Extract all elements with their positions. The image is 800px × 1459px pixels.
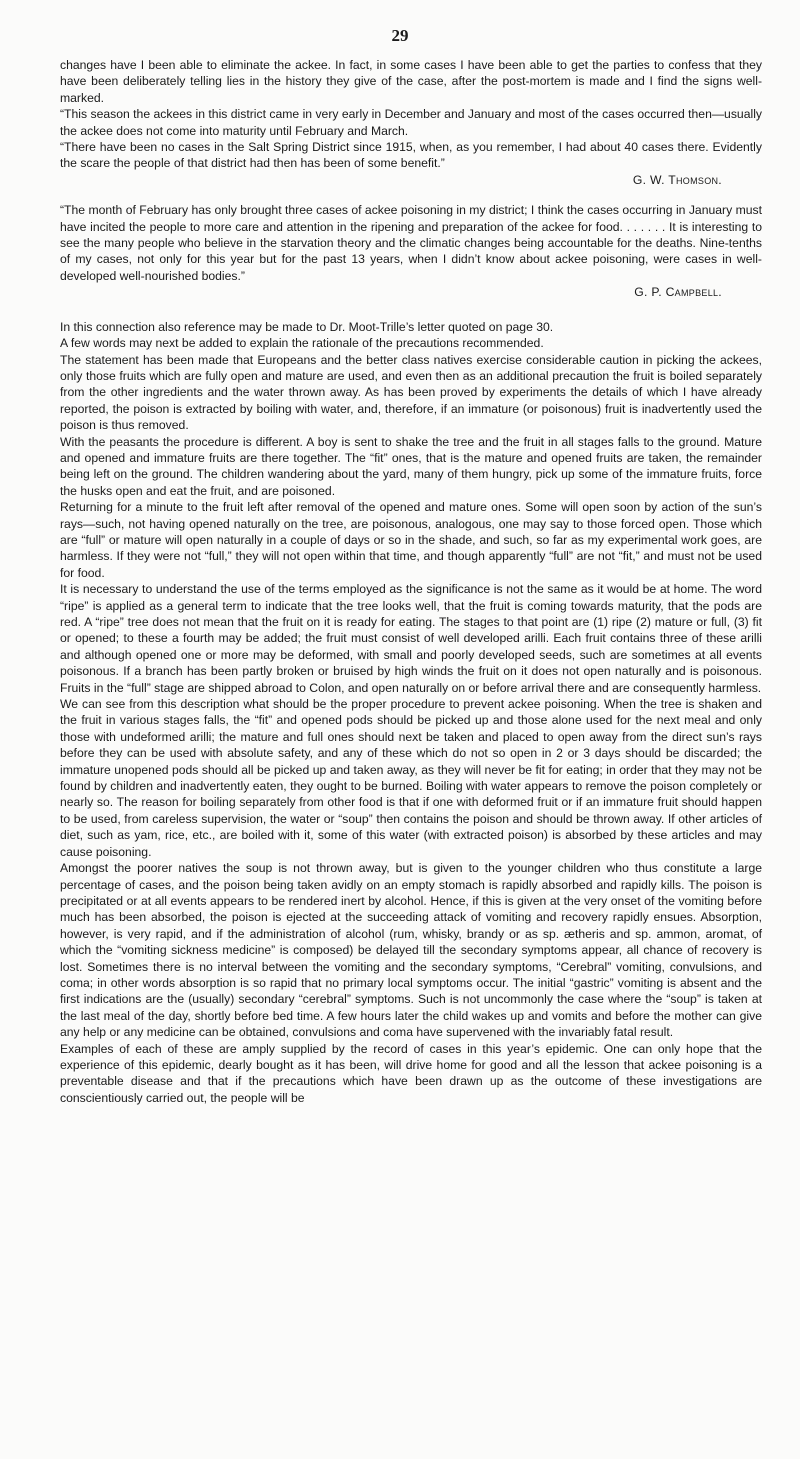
section-gap xyxy=(60,301,762,319)
document-body xyxy=(60,57,762,1106)
main-paragraph-8: Amongst the poorer natives the soup is not thrown away, but is given to the younger children who thus constitute a large percentage of cases, and the poison being taken avidly on an empty stomach is rapidly absorbed and rapidly kills. The poison is precipitated or at all events appears to be rendered inert by alcohol. Hence, if this is given at the very onset of the vomiting before much has been absorbed, the poison is ejected at the succeeding attack of vomiting and recovery rapidly ensues. Absorption, however, is very rapid, and if the administration of alcohol (rum, whisky, brandy or as sp. ætheris and sp. ammon, aromat, of which the “vomiting sickness medicine” is composed) be delayed till the secondary symptoms appear, all chance of recovery is lost. Sometimes there is no interval between the vomiting and the secondary symptoms, “Cerebral” vomiting, convulsions, and coma; in other words absorption is so rapid that no primary local symptoms occur. The initial “gastric” vomiting is absent and the first indications are the (usually) secondary “cerebral” symptoms. Such is not uncommonly the case where the “soup” is taken at the last meal of the day, shortly before bed time. A few hours later the child wakes up and vomits and before the mother can give any help or any medicine can be obtained, convulsions and coma have supervened with the invariably fatal result. xyxy=(60,861,762,1040)
main-paragraph-7: We can see from this description what should be the proper procedure to prevent ackee poisoning. When the tree is shaken and the fruit in various stages falls, the “fit” and opened pods should be picked up and those alone used for the next meal and only those with undeformed arilli; the mature and full ones should next be taken and placed to open away from the direct sun’s rays before they can be used with absolute safety, and any of these which do not so open in 2 or 3 days should be discarded; the immature unopened pods should all be picked up and taken away, as they will never be fit for eating; in order that they may not be found by children and inadvertently eaten, they ought to be burned. Boiling with water appears to remove the poison completely or nearly so. The reason for boiling separately from other food is that if one with deformed fruit or if an immature fruit should happen to be used, from careless supervision, the water or “soup” then contains the poison and should be thrown away. If other articles of diet, such as yam, rice, etc., are boiled with it, some of this water (with extracted poison) is absorbed by these articles and may cause poisoning. xyxy=(60,697,762,859)
campbell-paragraph-1: “The month of February has only brought three cases of ackee poisoning in my district; I think the cases occurring in January must have incited the people to more care and attention in the ripening and preparation of the ackee for food. . . . . . . It is interesting to see the many people who believe in the starvation theory and the climatic changes being accountable for the deaths. Nine-tenths of my cases, not only for this year but for the past 13 years, when I didn’t know about ackee poisoning, were cases in well-developed well-nourished bodies.” xyxy=(60,203,762,283)
thomson-signature: G. W. Thomson. xyxy=(632,172,722,187)
section-gap xyxy=(60,188,762,202)
main-paragraph-1: In this connection also reference may be made to Dr. Moot-Trille’s letter quoted on page 30. xyxy=(60,319,554,334)
main-paragraph-6: It is necessary to understand the use of the terms employed as the significance is not the same as it would be at home. The word “ripe” is applied as a general term to indicate that the tree looks well, that the fruit is coming towards maturity, that the pods are red. A “ripe” tree does not mean that the fruit on it is ready for eating. The stages to that point are (1) ripe (2) mature or full, (3) fit or opened; to these a fourth may be added; the fruit must consist of well developed arilli. Each fruit contains three of these arilli and although opened one or more may be deformed, with small and poorly developed seeds, such are sometimes at all events poisonous. If a branch has been partly broken or bruised by high winds the fruit on it does not open naturally and is poisonous. Fruits in the “full” stage are shipped abroad to Colon, and open naturally on or before arrival there and are consequently harmless. xyxy=(60,582,762,695)
thomson-paragraph-2: “This season the ackees in this district came in very early in December and January and most of the cases occurred then—usually the ackee does not come into maturity until February and March. xyxy=(60,107,762,138)
main-paragraph-3: The statement has been made that Europeans and the better class natives exercise considerable caution in picking the ackees, only those fruits which are fully open and mature are used, and even then as an additional precaution the fruit is boiled separately from the other ingredients and the water thrown away. As has been proved by experiments the details of which I have already reported, the poison is extracted by boiling with water, and, therefore, if an immature (or poisonous) fruit is inadvertently used the poison is thus removed. xyxy=(60,352,762,433)
page-number: 29 xyxy=(391,26,409,45)
main-paragraph-4: With the peasants the procedure is different. A boy is sent to shake the tree and the fruit in all stages falls to the ground. Mature and opened and immature fruits are there together. The “fit” ones, that is the mature and opened fruits are taken, the remainder being left on the ground. The children wandering about the yard, many of them hungry, pick up some of the immature fruits, force the husks open and eat the fruit, and are poisoned. xyxy=(60,434,762,498)
main-paragraph-9: Examples of each of these are amply supplied by the record of cases in this year’s epidemic. One can only hope that the experience of this epidemic, dearly bought as it has been, will drive home for good and all the lesson that ackee poisoning is a preventable disease and that if the precautions which have been drawn up as the outcome of these investigations are conscientiously carried out, the people will be xyxy=(60,1041,762,1105)
campbell-signature: G. P. Campbell. xyxy=(634,285,722,300)
thomson-paragraph-1: changes have I been able to eliminate the ackee. In fact, in some cases I have been able to get the parties to confess that they have been deliberately telling lies in the history they give of the case, after the post-mortem is made and I find the signs well-marked. xyxy=(60,58,762,105)
main-paragraph-2: A few words may next be added to explain the rationale of the precautions recommended. xyxy=(60,336,544,351)
main-paragraph-5: Returning for a minute to the fruit left after removal of the opened and mature ones. Some will open soon by action of the sun’s rays—such, not having opened naturally on the tree, are poisonous, analogous, one may say to those forced open. Those which are “full” or mature will open naturally in a couple of days or so in the shade, and such, so far as my experimental work goes, are harmless. If they were not “full,” they will not open within that time, and though apparently “full” are not “fit,” and must not be used for food. xyxy=(60,500,762,580)
thomson-paragraph-3: “There have been no cases in the Salt Spring District since 1915, when, as you remember, I had about 40 cases there. Evidently the scare the people of that district had then has been of some benefit.” xyxy=(60,140,762,171)
